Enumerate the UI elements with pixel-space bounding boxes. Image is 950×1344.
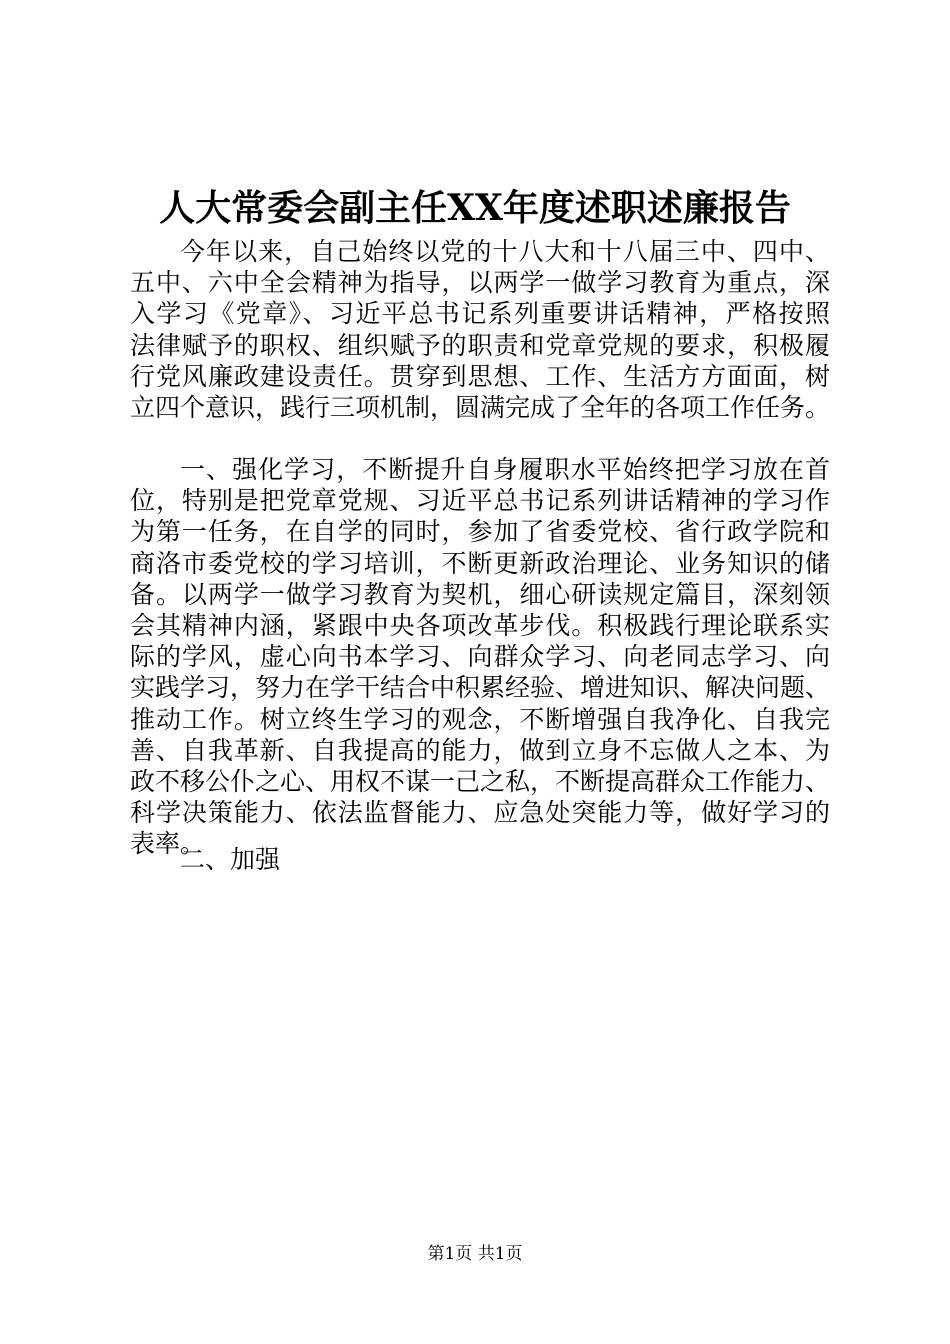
paragraph-line: 备。以两学一做学习教育为契机，细心研读规定篇目，深刻领 — [130, 579, 830, 609]
paragraph-line: 入学习《党章》、习近平总书记系列重要讲话精神，严格按照 — [130, 299, 830, 329]
paragraph-line: 立四个意识，践行三项机制，圆满完成了全年的各项工作任务。 — [130, 392, 831, 422]
paragraph-line: 善、自我革新、自我提高的能力，做到立身不忘做人之本、为 — [130, 735, 830, 765]
paragraph-line: 商洛市委党校的学习培训，不断更新政治理论、业务知识的储 — [130, 548, 830, 578]
paragraph-line: 为第一任务，在自学的同时，参加了省委党校、省行政学院和 — [130, 517, 830, 547]
document-title: 人大常委会副主任XX年度述职述廉报告 — [159, 187, 791, 229]
page-footer: 第1页 共1页 — [427, 1244, 523, 1264]
paragraph-line: 科学决策能力、依法监督能力、应急处突能力等，做好学习的 — [130, 798, 830, 828]
paragraph-line: 政不移公仆之心、用权不谋一己之私，不断提高群众工作能力、 — [130, 766, 831, 796]
paragraph-line: 会其精神内涵，紧跟中央各项改革步伐。积极践行理论联系实 — [130, 610, 830, 640]
paragraph-2 — [130, 454, 830, 859]
paragraph-line: 五中、六中全会精神为指导，以两学一做学习教育为重点，深 — [130, 268, 830, 298]
paragraph-line: 今年以来，自己始终以党的十八大和十八届三中、四中、 — [180, 237, 830, 266]
paragraph-line: 行党风廉政建设责任。贯穿到思想、工作、生活方方面面，树 — [130, 361, 830, 391]
paragraph-line: 推动工作。树立终生学习的观念，不断增强自我净化、自我完 — [130, 704, 830, 734]
paragraph-line: 一、强化学习，不断提升自身履职水平始终把学习放在首 — [180, 455, 830, 484]
paragraph-line: 法律赋予的职权、组织赋予的职责和党章党规的要求，积极履 — [130, 330, 830, 360]
paragraph-line: 位，特别是把党章党规、习近平总书记系列讲话精神的学习作 — [130, 486, 830, 516]
paragraph-line: 表率。 — [130, 829, 206, 859]
paragraph-line: 际的学风，虚心向书本学习、向群众学习、向老同志学习、向 — [130, 642, 830, 672]
paragraph-3 — [130, 844, 830, 875]
paragraph-line: 二、加强 — [180, 845, 281, 874]
paragraph-1 — [130, 236, 830, 423]
paragraph-line: 实践学习，努力在学干结合中积累经验、增进知识、解决问题、 — [130, 673, 831, 703]
